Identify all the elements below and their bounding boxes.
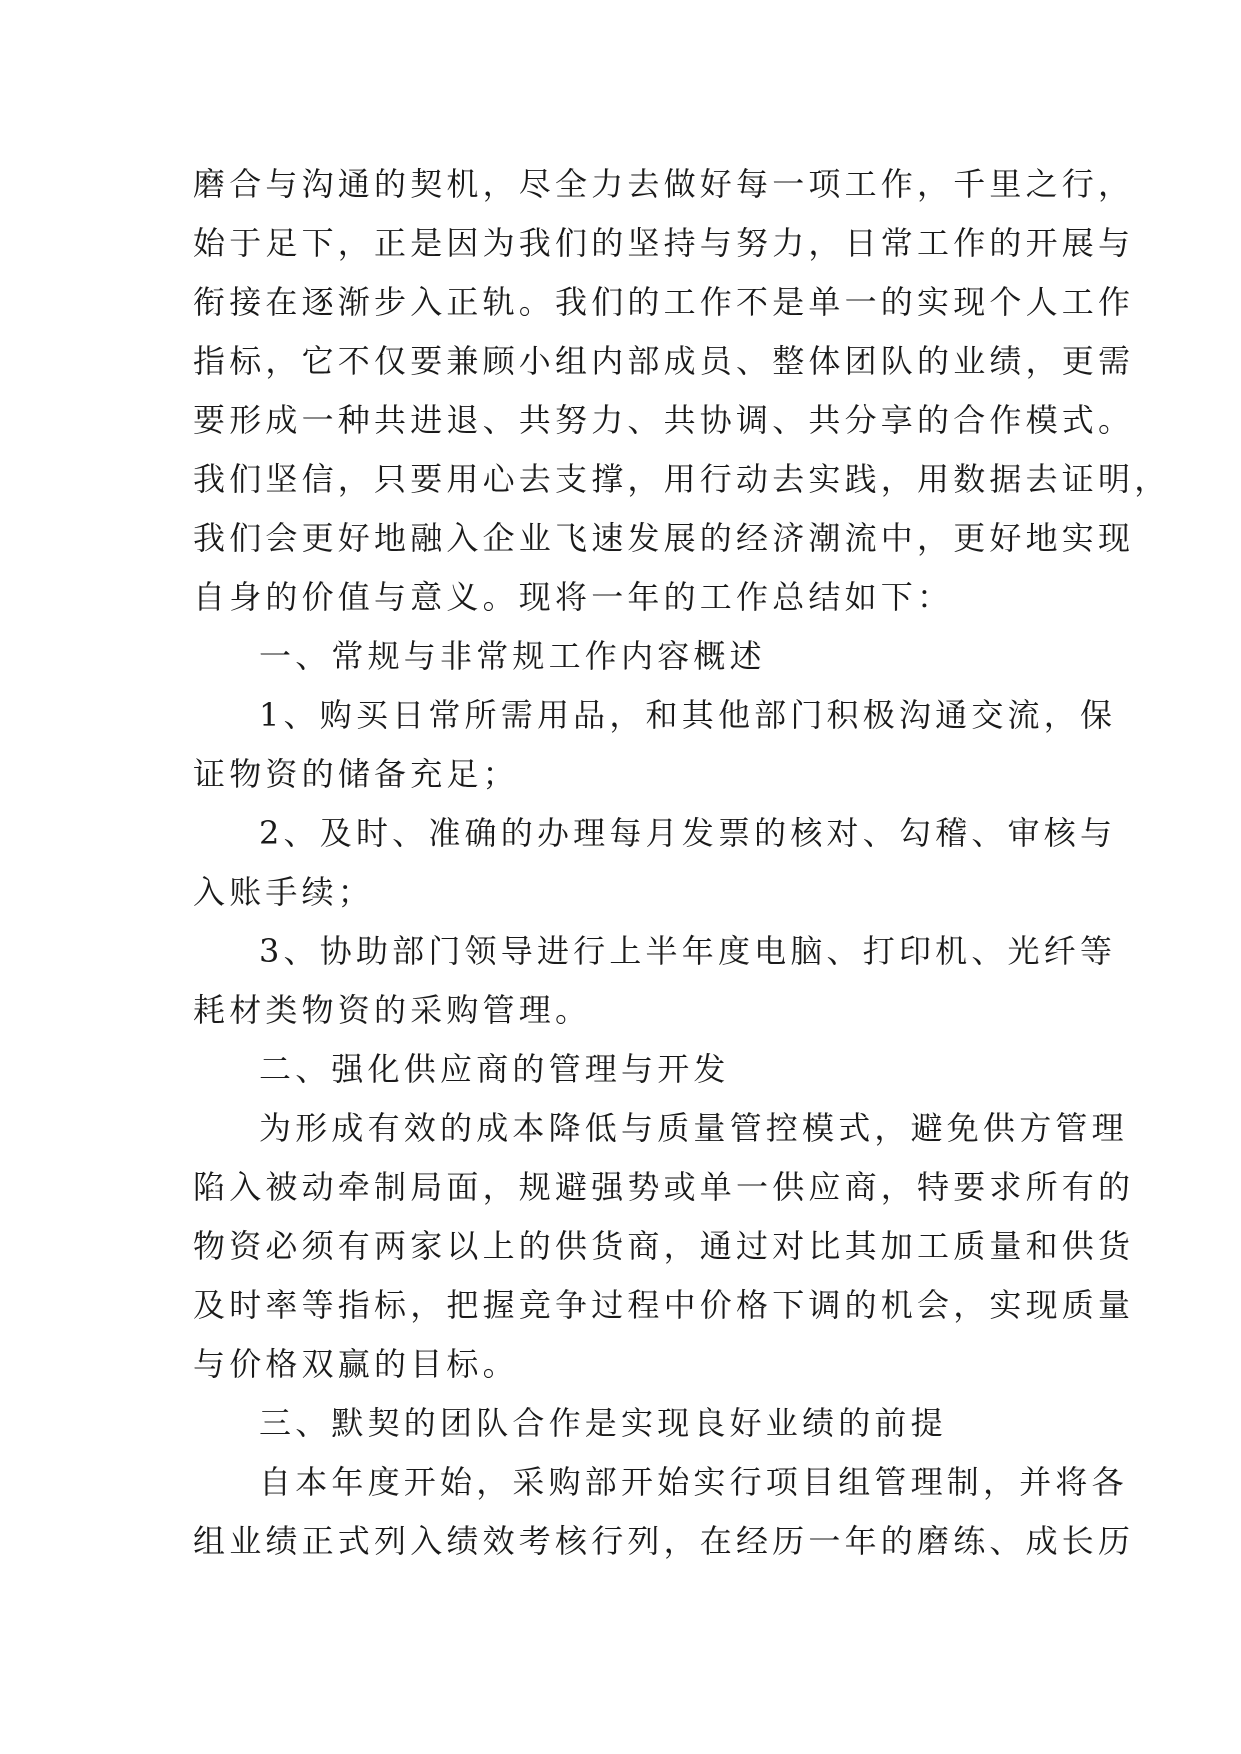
section-heading-3: 三、默契的团队合作是实现良好业绩的前提 bbox=[259, 1404, 947, 1442]
paragraph-line: 我们坚信，只要用心去支撑，用行动去实践，用数据去证明， bbox=[193, 460, 1171, 498]
list-item-2: 2、及时、准确的办理每月发票的核对、勾稽、审核与 bbox=[259, 814, 1117, 852]
paragraph-line: 要形成一种共进退、共努力、共协调、共分享的合作模式。 bbox=[193, 401, 1135, 439]
paragraph-line: 自身的价值与意义。现将一年的工作总结如下： bbox=[193, 578, 954, 616]
paragraph-line: 磨合与沟通的契机，尽全力去做好每一项工作，千里之行， bbox=[193, 165, 1135, 203]
list-item-1: 1、购买日常所需用品，和其他部门积极沟通交流，保 bbox=[259, 696, 1117, 734]
paragraph-line: 与价格双赢的目标。 bbox=[193, 1345, 519, 1383]
list-item-2-continued: 入账手续； bbox=[193, 873, 375, 911]
paragraph-line: 衔接在逐渐步入正轨。我们的工作不是单一的实现个人工作 bbox=[193, 283, 1135, 321]
paragraph-line: 始于足下，正是因为我们的坚持与努力，日常工作的开展与 bbox=[193, 224, 1135, 262]
paragraph-line: 陷入被动牵制局面，规避强势或单一供应商，特要求所有的 bbox=[193, 1168, 1135, 1206]
paragraph-line: 指标，它不仅要兼顾小组内部成员、整体团队的业绩，更需 bbox=[193, 342, 1135, 380]
list-item-1-continued: 证物资的储备充足； bbox=[193, 755, 519, 793]
document-body bbox=[193, 155, 1171, 1571]
paragraph-line: 为形成有效的成本降低与质量管控模式，避免供方管理 bbox=[259, 1109, 1128, 1147]
list-item-3-continued: 耗材类物资的采购管理。 bbox=[193, 991, 592, 1029]
list-item-3: 3、协助部门领导进行上半年度电脑、打印机、光纤等 bbox=[259, 932, 1117, 970]
section-heading-2: 二、强化供应商的管理与开发 bbox=[259, 1050, 730, 1088]
paragraph-line: 组业绩正式列入绩效考核行列，在经历一年的磨练、成长历 bbox=[193, 1522, 1135, 1560]
paragraph-line: 我们会更好地融入企业飞速发展的经济潮流中，更好地实现 bbox=[193, 519, 1135, 557]
section-heading-1: 一、常规与非常规工作内容概述 bbox=[259, 637, 766, 675]
paragraph-line: 及时率等指标，把握竞争过程中价格下调的机会，实现质量 bbox=[193, 1286, 1135, 1324]
paragraph-line: 自本年度开始，采购部开始实行项目组管理制，并将各 bbox=[259, 1463, 1128, 1501]
paragraph-line: 物资必须有两家以上的供货商，通过对比其加工质量和供货 bbox=[193, 1227, 1135, 1265]
